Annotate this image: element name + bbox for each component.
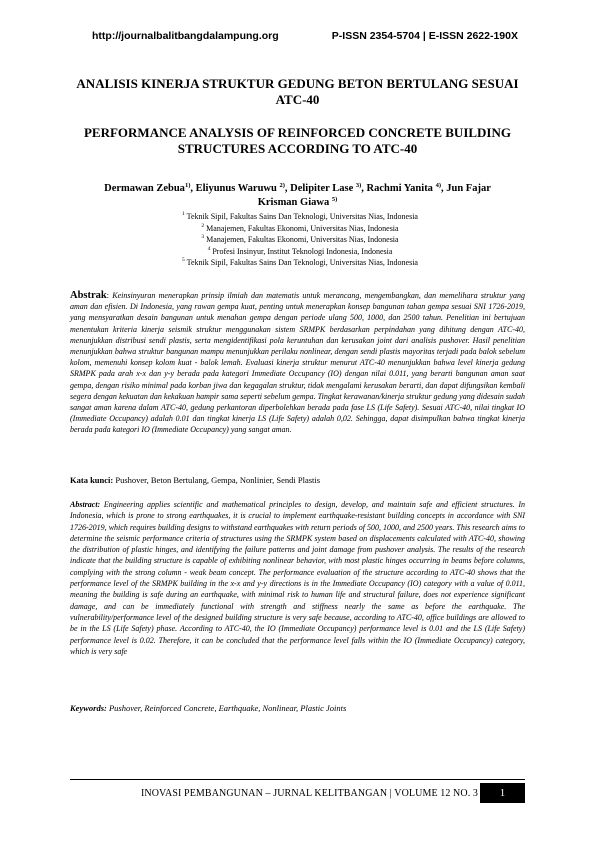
author-affil-ref: 1) bbox=[184, 182, 191, 189]
footer-divider bbox=[70, 779, 525, 780]
author bbox=[104, 183, 195, 194]
title-english: PERFORMANCE ANALYSIS OF REINFORCED CONCRETE BUILDING STRUCTURES ACCORDING TO ATC-40 bbox=[83, 125, 511, 156]
abstract-label: Abstract: bbox=[70, 500, 101, 509]
author-separator: , bbox=[284, 183, 291, 194]
abstract-indonesian: Abstrak: Keinsinyuran menerapkan prinsip ilmiah dan matematis untuk merancang, mengembangkan, dan memelihara struktur yang aman dan efisien. Di Indonesia, yang rawan gempa kuat, penting untuk menerapkan konsep bangunan tahan gempa sesuai SNI 1726-2019, yang mensyaratkan desain bangunan untuk menahan gempa dengan periode ulang 500, 1000, dan 2500 tahun. Penelitian ini bertujuan menentukan kriteria kinerja seismik struktur menggunakan sistem SRMPK berdasarkan perpindahan yang dihitung dengan ATC-40, menunjukkan distribusi sendi plastis, serta mengidentifikasi pola keruntuhan dan kerusakan joint dari analisis pushover. Hasil penelitian menunjukkan bahwa struktur bangunan mampu menunjukkan perilaku nonlinear, dengan sendi plastis mayoritas terjadi pada balok sebelum kolom, memenuhi konsep kolom kuat - balok lemah. Evaluasi kinerja struktur menurut ATC-40 menunjukkan bahwa level kinerja gedung SRMPK pada arah x-x dan y-y berada pada kategori Immediate Occupancy (IO) dengan nilai 0.011, yang berarti bangunan aman saat gempa, dengan risiko minimal pada korban jiwa dan kegagalan struktur, tidak mengalami kerusakan berarti, dan dapat difungsikan kembali segera dengan kekuatan dan kekakuan hampir sama seperti sebelum gempa. Tingkat kerawanan/kinerja struktur gedung yang didesain sudah sangat aman karena dalam ATC-40, gedung perkantoran diperbolehkan berada pada fase LS (Life Safety). Sesuai ATC-40, nilai tingkat IO (Immediate Occupancy) adalah 0.01 dan tingkat kinerja LS (Life Safety) adalah 0,02. Sehingga, dapat disimpulkan bahwa tingkat kinerja berada pada kategori IO (Immediate Occupancy) yang sangat aman. bbox=[70, 290, 525, 435]
affiliation-number: 3 bbox=[201, 234, 205, 240]
affiliation-text: Manajemen, Fakultas Ekonomi, Universitas Nias, Indonesia bbox=[206, 223, 399, 233]
author-name: Jun Fajar Krisman Giawa bbox=[257, 183, 491, 208]
author-list bbox=[85, 182, 510, 210]
page-number: 1 bbox=[480, 783, 525, 803]
author-affil-ref: 3) bbox=[355, 182, 362, 189]
affiliation-number: 5 bbox=[182, 257, 185, 263]
kata-kunci-text: Pushover, Beton Bertulang, Gempa, Nonlinier, Sendi Plastis bbox=[115, 475, 321, 485]
affiliation bbox=[100, 246, 500, 258]
affiliation-text: Teknik Sipil, Fakultas Sains Dan Teknologi, Universitas Nias, Indonesia bbox=[186, 258, 418, 267]
author-name: Rachmi Yanita bbox=[366, 183, 436, 194]
keywords-label: Keywords: bbox=[70, 703, 107, 713]
affiliation-text: Profesi Insinyur, Institut Teknologi Indonesia, Indonesia bbox=[212, 246, 393, 256]
journal-url[interactable]: http://journalbalitbangdalampung.org bbox=[92, 30, 279, 42]
keywords-indonesian bbox=[70, 474, 525, 486]
author bbox=[290, 183, 366, 194]
author-affil-ref: 4) bbox=[435, 182, 441, 189]
title-indonesian: ANALISIS KINERJA STRUKTUR GEDUNG BETON BERTULANG SESUAI ATC-40 bbox=[76, 76, 519, 107]
affiliation bbox=[100, 234, 500, 246]
author-affil-ref: 5) bbox=[331, 196, 338, 203]
abstract-english bbox=[70, 499, 525, 657]
affiliation bbox=[100, 257, 500, 269]
author bbox=[196, 183, 291, 194]
keywords-text: Pushover, Reinforced Concrete, Earthquake, Nonlinear, Plastic Joints bbox=[108, 703, 347, 713]
kata-kunci-label: Kata kunci: bbox=[70, 475, 114, 485]
abstract-text: Engineering applies scientific and mathematical principles to design, develop, and maintain safe and efficient structures. In Indonesia, which is prone to strong earthquakes, it is crucial to implement earthquake-resistant building concepts in accordance with SNI 1726-2019, which requires building designs to withstand earthquakes with return periods of 500, 1000, and 2500 years. This research aims to determine the seismic performance criteria of structures using the SRMPK system based on displacements calculated with ATC-40, showing the distribution of plastic hinges, and identifying the failure patterns and joint damage from pushover analysis. The results of the research indicate that the building structure is capable of exhibiting nonlinear behavior, with most plastic hinges occurring in beams before columns, complying with the strong column - weak beam concept. The performance evaluation of the structure according to ATC-40 shows that the performance level of the SRMPK building in the x-x and y-y directions is in the Immediate Occupancy (IO) category with a value of 0.011, meaning the building is safe during an earthquake, with minimal risk to human life and structural failure, does not experience significant damage, and can be immediately functional with strength and stiffness nearly the same as before the earthquake. The vulnerability/performance level of the designed building structure is very safe because, according to ATC-40, office buildings are allowed to be in the LS (Life Safety) phase. According to ATC-40, the IO (Immediate Occupancy) performance level is 0.01 and the LS (Life Safety) performance level is 0.02. Therefore, it can be concluded that the performance level falls within the IO (Immediate Occupancy) category, which is very safe bbox=[70, 500, 525, 656]
issn-info: P-ISSN 2354-5704 | E-ISSN 2622-190X bbox=[331, 30, 518, 42]
abstrak-text: Keinsinyuran menerapkan prinsip ilmiah dan matematis untuk merancang, mengembangkan, dan memelihara struktur yang aman dan efisien. Di Indonesia, yang rawan gempa kuat, penting untuk menerapkan konsep bangunan tahan gempa sesuai SNI 1726-2019, yang mensyaratkan desain bangunan untuk menahan gempa dengan periode ulang 500, 1000, dan 2500 tahun. Penelitian ini bertujuan menentukan kriteria kinerja seismik struktur menggunakan sistem SRMPK berdasarkan perpindahan yang dihitung dengan ATC-40, menunjukkan distribusi sendi plastis, serta mengidentifikasi pola keruntuhan dan kerusakan joint dari analisis pushover. Hasil penelitian menunjukkan bahwa struktur bangunan mampu menunjukkan perilaku nonlinear, dengan sendi plastis mayoritas terjadi pada balok sebelum kolom, memenuhi konsep kolom kuat - balok lemah. Evaluasi kinerja struktur menurut ATC-40 menunjukkan bahwa level kinerja gedung SRMPK pada arah x-x dan y-y berada pada kategori Immediate Occupancy (IO) dengan nilai 0.011, yang berarti bangunan aman saat gempa, dengan risiko minimal pada korban jiwa dan kegagalan struktur, tidak mengalami kerusakan berarti, dan dapat difungsikan kembali segera dengan kekuatan dan kekakuan hampir sama seperti sebelum gempa. Tingkat kerawanan/kinerja struktur gedung yang didesain sudah sangat aman karena dalam ATC-40, gedung perkantoran diperbolehkan berada pada fase LS (Life Safety). Sesuai ATC-40, nilai tingkat IO (Immediate Occupancy) adalah 0.01 dan tingkat kinerja LS (Life Safety) adalah 0,02. Sehingga, dapat disimpulkan bahwa tingkat kinerja berada pada kategori IO (Immediate Occupancy) yang sangat aman. bbox=[70, 291, 525, 435]
affiliation bbox=[100, 223, 500, 235]
author-name: Delipiter Lase bbox=[290, 183, 356, 194]
author-affil-ref: 2) bbox=[279, 182, 285, 189]
affiliation-number: 4 bbox=[207, 245, 211, 252]
keywords-english bbox=[70, 702, 525, 714]
affiliation-text: Teknik Sipil, Fakultas Sains Dan Teknologi, Universitas Nias, Indonesia bbox=[186, 212, 418, 221]
affiliation bbox=[100, 211, 500, 223]
affiliation-list bbox=[100, 211, 500, 269]
author-separator: , bbox=[440, 183, 447, 194]
author-name: Dermawan Zebua bbox=[104, 183, 185, 194]
footer-journal-info: INOVASI PEMBANGUNAN – JURNAL KELITBANGAN | VOLUME 12 NO. 3 bbox=[140, 788, 478, 799]
affiliation-text: Manajemen, Fakultas Ekonomi, Universitas Nias, Indonesia bbox=[206, 235, 399, 244]
affiliation-number: 1 bbox=[182, 211, 185, 217]
abstrak-label: Abstrak bbox=[70, 290, 107, 301]
author-name: Eliyunus Waruwu bbox=[195, 183, 280, 194]
author-separator: , bbox=[361, 183, 367, 194]
author-separator: , bbox=[190, 183, 196, 194]
author bbox=[367, 183, 447, 194]
affiliation-number: 2 bbox=[201, 222, 205, 229]
